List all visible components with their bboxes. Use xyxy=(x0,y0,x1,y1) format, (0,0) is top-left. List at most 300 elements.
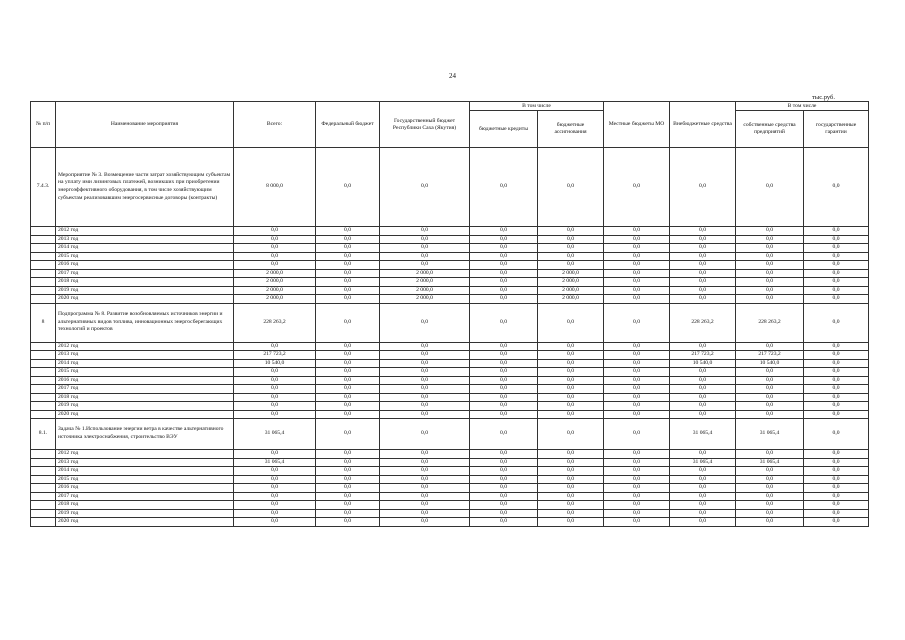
value-cell: 0,0 xyxy=(234,509,316,518)
value-cell: 0,0 xyxy=(804,278,869,287)
value-cell: 0,0 xyxy=(380,501,470,510)
value-cell: 0,0 xyxy=(538,342,604,351)
value-cell: 0,0 xyxy=(316,410,380,419)
col-header-name: Наименование мероприятия xyxy=(56,102,234,148)
value-cell: 0,0 xyxy=(670,244,736,253)
col-header-num: № п/п xyxy=(31,102,56,148)
value-cell: 0,0 xyxy=(736,410,804,419)
col-header-guarantees: государственные гарантии xyxy=(804,111,869,148)
value-cell: 0,0 xyxy=(670,252,736,261)
value-cell: 0,0 xyxy=(380,359,470,368)
value-cell: 0,0 xyxy=(470,475,538,484)
row-num-cell xyxy=(31,509,56,518)
row-num-cell xyxy=(31,458,56,467)
value-cell: 0,0 xyxy=(380,252,470,261)
value-cell: 0,0 xyxy=(804,484,869,493)
value-cell: 0,0 xyxy=(470,252,538,261)
value-cell: 0,0 xyxy=(380,402,470,411)
row-num-cell xyxy=(31,385,56,394)
value-cell: 0,0 xyxy=(604,509,670,518)
value-cell: 0,0 xyxy=(316,458,380,467)
section-num: 7.4.3. xyxy=(31,148,56,227)
page-number: 24 xyxy=(449,72,456,80)
value-cell: 0,0 xyxy=(316,342,380,351)
value-cell: 0,0 xyxy=(538,402,604,411)
table-row xyxy=(31,492,869,501)
value-cell: 0,0 xyxy=(380,351,470,360)
value-cell: 2 000,0 xyxy=(380,286,470,295)
table-row xyxy=(31,393,869,402)
value-cell: 217 723,2 xyxy=(234,351,316,360)
value-cell: 0,0 xyxy=(538,518,604,527)
value-cell: 0,0 xyxy=(804,509,869,518)
value-cell: 2 000,0 xyxy=(380,295,470,304)
value-cell: 0,0 xyxy=(538,492,604,501)
section-row xyxy=(31,148,869,227)
col-header-federal: Федеральный бюджет xyxy=(316,102,380,148)
value-cell: 0,0 xyxy=(234,501,316,510)
value-cell: 0,0 xyxy=(316,484,380,493)
value-cell: 0,0 xyxy=(470,402,538,411)
value-cell: 0,0 xyxy=(804,351,869,360)
value-cell: 0,0 xyxy=(316,286,380,295)
value-cell: 0,0 xyxy=(736,492,804,501)
value-cell: 0,0 xyxy=(470,261,538,270)
row-year: 2012 год xyxy=(56,450,234,459)
value-cell: 0,0 xyxy=(604,393,670,402)
value-cell: 0,0 xyxy=(538,501,604,510)
row-year: 2017 год xyxy=(56,385,234,394)
value-cell: 217 723,2 xyxy=(736,351,804,360)
table-row xyxy=(31,235,869,244)
value-cell: 0,0 xyxy=(380,484,470,493)
value-cell: 0,0 xyxy=(470,227,538,236)
value-cell: 31 065,4 xyxy=(736,458,804,467)
value-cell: 0,0 xyxy=(470,286,538,295)
section-value-cell: 0,0 xyxy=(804,148,869,227)
table-row xyxy=(31,368,869,377)
value-cell: 0,0 xyxy=(604,235,670,244)
value-cell: 0,0 xyxy=(604,286,670,295)
value-cell: 0,0 xyxy=(804,261,869,270)
row-num-cell xyxy=(31,269,56,278)
table-header xyxy=(31,102,869,148)
row-year: 2014 год xyxy=(56,467,234,476)
row-num-cell xyxy=(31,261,56,270)
section-row xyxy=(31,303,869,342)
row-year: 2016 год xyxy=(56,484,234,493)
value-cell: 0,0 xyxy=(670,501,736,510)
value-cell: 0,0 xyxy=(538,410,604,419)
value-cell: 0,0 xyxy=(234,492,316,501)
funding-table xyxy=(30,101,869,527)
value-cell: 0,0 xyxy=(470,467,538,476)
value-cell: 217 723,2 xyxy=(670,351,736,360)
table-row xyxy=(31,286,869,295)
section-value-cell: 0,0 xyxy=(316,419,380,450)
value-cell: 0,0 xyxy=(316,509,380,518)
row-year: 2013 год xyxy=(56,458,234,467)
row-year: 2018 год xyxy=(56,278,234,287)
section-value-cell: 0,0 xyxy=(736,148,804,227)
value-cell: 0,0 xyxy=(670,286,736,295)
value-cell: 0,0 xyxy=(234,252,316,261)
section-value-cell: 0,0 xyxy=(538,303,604,342)
value-cell: 0,0 xyxy=(380,467,470,476)
row-year: 2016 год xyxy=(56,261,234,270)
value-cell: 0,0 xyxy=(670,450,736,459)
value-cell: 0,0 xyxy=(380,385,470,394)
value-cell: 2 000,0 xyxy=(538,269,604,278)
table-row xyxy=(31,458,869,467)
value-cell: 0,0 xyxy=(538,351,604,360)
value-cell: 0,0 xyxy=(604,467,670,476)
value-cell: 0,0 xyxy=(670,278,736,287)
value-cell: 0,0 xyxy=(470,393,538,402)
value-cell: 0,0 xyxy=(670,467,736,476)
row-year: 2020 год xyxy=(56,518,234,527)
value-cell: 0,0 xyxy=(234,467,316,476)
value-cell: 0,0 xyxy=(670,269,736,278)
value-cell: 0,0 xyxy=(470,295,538,304)
value-cell: 0,0 xyxy=(234,402,316,411)
section-value-cell: 0,0 xyxy=(604,419,670,450)
table-row xyxy=(31,475,869,484)
value-cell: 0,0 xyxy=(736,450,804,459)
value-cell: 0,0 xyxy=(538,385,604,394)
value-cell: 0,0 xyxy=(470,492,538,501)
value-cell: 0,0 xyxy=(538,484,604,493)
value-cell: 0,0 xyxy=(736,376,804,385)
value-cell: 0,0 xyxy=(804,475,869,484)
value-cell: 0,0 xyxy=(736,467,804,476)
section-value-cell: 0,0 xyxy=(316,303,380,342)
value-cell: 0,0 xyxy=(380,342,470,351)
value-cell: 0,0 xyxy=(538,368,604,377)
value-cell: 0,0 xyxy=(470,501,538,510)
section-value-cell: 0,0 xyxy=(604,148,670,227)
section-value-cell: 0,0 xyxy=(380,303,470,342)
row-num-cell xyxy=(31,351,56,360)
section-value-cell: 228 263,2 xyxy=(670,303,736,342)
row-year: 2020 год xyxy=(56,410,234,419)
value-cell: 0,0 xyxy=(804,458,869,467)
value-cell: 2 000,0 xyxy=(538,278,604,287)
value-cell: 0,0 xyxy=(804,227,869,236)
value-cell: 2 000,0 xyxy=(538,286,604,295)
value-cell: 0,0 xyxy=(538,475,604,484)
value-cell: 0,0 xyxy=(604,492,670,501)
value-cell: 0,0 xyxy=(316,393,380,402)
row-num-cell xyxy=(31,492,56,501)
value-cell: 0,0 xyxy=(470,351,538,360)
value-cell: 0,0 xyxy=(234,393,316,402)
table-row xyxy=(31,518,869,527)
value-cell: 0,0 xyxy=(380,227,470,236)
col-header-credits: бюджетные кредиты xyxy=(470,111,538,148)
value-cell: 0,0 xyxy=(316,475,380,484)
row-num-cell xyxy=(31,235,56,244)
value-cell: 0,0 xyxy=(604,385,670,394)
value-cell: 0,0 xyxy=(604,269,670,278)
row-year: 2017 год xyxy=(56,492,234,501)
table-row xyxy=(31,295,869,304)
value-cell: 0,0 xyxy=(670,484,736,493)
value-cell: 0,0 xyxy=(470,235,538,244)
value-cell: 0,0 xyxy=(538,235,604,244)
value-cell: 0,0 xyxy=(234,385,316,394)
value-cell: 0,0 xyxy=(316,492,380,501)
value-cell: 0,0 xyxy=(670,518,736,527)
value-cell: 0,0 xyxy=(234,518,316,527)
section-value-cell: 0,0 xyxy=(538,148,604,227)
col-header-incl-2: В том числе xyxy=(736,102,869,111)
value-cell: 0,0 xyxy=(670,235,736,244)
col-header-own: собственные средства предприятий xyxy=(736,111,804,148)
table-body xyxy=(31,148,869,527)
value-cell: 0,0 xyxy=(316,450,380,459)
value-cell: 0,0 xyxy=(316,518,380,527)
row-year: 2015 год xyxy=(56,252,234,261)
value-cell: 0,0 xyxy=(804,393,869,402)
value-cell: 0,0 xyxy=(804,295,869,304)
section-value-cell: 0,0 xyxy=(380,148,470,227)
row-year: 2020 год xyxy=(56,295,234,304)
value-cell: 0,0 xyxy=(604,359,670,368)
value-cell: 0,0 xyxy=(670,227,736,236)
value-cell: 0,0 xyxy=(804,235,869,244)
value-cell: 0,0 xyxy=(604,351,670,360)
value-cell: 31 065,4 xyxy=(670,458,736,467)
value-cell: 0,0 xyxy=(316,269,380,278)
table-row xyxy=(31,252,869,261)
value-cell: 0,0 xyxy=(670,295,736,304)
value-cell: 0,0 xyxy=(470,484,538,493)
value-cell: 0,0 xyxy=(804,492,869,501)
value-cell: 0,0 xyxy=(234,227,316,236)
value-cell: 2 000,0 xyxy=(380,269,470,278)
value-cell: 0,0 xyxy=(316,278,380,287)
value-cell: 0,0 xyxy=(316,244,380,253)
value-cell: 0,0 xyxy=(604,501,670,510)
row-num-cell xyxy=(31,278,56,287)
value-cell: 0,0 xyxy=(316,501,380,510)
row-year: 2018 год xyxy=(56,501,234,510)
row-num-cell xyxy=(31,359,56,368)
row-num-cell xyxy=(31,518,56,527)
value-cell: 0,0 xyxy=(470,450,538,459)
row-num-cell xyxy=(31,475,56,484)
value-cell: 0,0 xyxy=(804,342,869,351)
value-cell: 0,0 xyxy=(670,393,736,402)
value-cell: 0,0 xyxy=(316,351,380,360)
row-num-cell xyxy=(31,342,56,351)
row-year: 2019 год xyxy=(56,509,234,518)
row-year: 2019 год xyxy=(56,402,234,411)
value-cell: 0,0 xyxy=(316,376,380,385)
col-header-incl-1: В том числе xyxy=(470,102,604,111)
value-cell: 0,0 xyxy=(736,295,804,304)
value-cell: 0,0 xyxy=(670,509,736,518)
value-cell: 0,0 xyxy=(470,359,538,368)
value-cell: 0,0 xyxy=(470,410,538,419)
value-cell: 0,0 xyxy=(804,286,869,295)
table-row xyxy=(31,244,869,253)
value-cell: 0,0 xyxy=(604,484,670,493)
table-row xyxy=(31,269,869,278)
value-cell: 0,0 xyxy=(538,252,604,261)
value-cell: 0,0 xyxy=(604,244,670,253)
value-cell: 0,0 xyxy=(538,227,604,236)
value-cell: 0,0 xyxy=(736,269,804,278)
row-year: 2012 год xyxy=(56,342,234,351)
value-cell: 0,0 xyxy=(234,368,316,377)
value-cell: 0,0 xyxy=(380,509,470,518)
section-value-cell: 0,0 xyxy=(316,148,380,227)
row-num-cell xyxy=(31,484,56,493)
row-num-cell xyxy=(31,227,56,236)
row-num-cell xyxy=(31,501,56,510)
value-cell: 0,0 xyxy=(670,410,736,419)
value-cell: 0,0 xyxy=(538,393,604,402)
value-cell: 0,0 xyxy=(380,244,470,253)
value-cell: 0,0 xyxy=(736,475,804,484)
value-cell: 2 000,0 xyxy=(234,286,316,295)
value-cell: 0,0 xyxy=(538,509,604,518)
section-value-cell: 0,0 xyxy=(670,148,736,227)
row-num-cell xyxy=(31,295,56,304)
section-title: Задача № 1.Использование энергии ветра в качестве альтернативного источника электроснабжения, строительство ВЭУ xyxy=(56,419,234,450)
value-cell: 0,0 xyxy=(380,261,470,270)
value-cell: 0,0 xyxy=(316,261,380,270)
value-cell: 2 000,0 xyxy=(234,295,316,304)
section-value-cell: 228 263,2 xyxy=(736,303,804,342)
value-cell: 0,0 xyxy=(470,458,538,467)
value-cell: 0,0 xyxy=(604,376,670,385)
table-row xyxy=(31,501,869,510)
value-cell: 0,0 xyxy=(736,484,804,493)
value-cell: 10 540,0 xyxy=(670,359,736,368)
section-row xyxy=(31,419,869,450)
row-year: 2018 год xyxy=(56,393,234,402)
section-num: 8.1. xyxy=(31,419,56,450)
value-cell: 0,0 xyxy=(670,402,736,411)
value-cell: 0,0 xyxy=(234,244,316,253)
table-row xyxy=(31,227,869,236)
value-cell: 31 065,4 xyxy=(234,458,316,467)
value-cell: 0,0 xyxy=(604,450,670,459)
value-cell: 0,0 xyxy=(316,295,380,304)
value-cell: 0,0 xyxy=(736,286,804,295)
section-value-cell: 0,0 xyxy=(804,419,869,450)
value-cell: 0,0 xyxy=(316,359,380,368)
value-cell: 0,0 xyxy=(316,227,380,236)
value-cell: 0,0 xyxy=(736,402,804,411)
value-cell: 0,0 xyxy=(670,475,736,484)
section-value-cell: 0,0 xyxy=(380,419,470,450)
value-cell: 0,0 xyxy=(316,467,380,476)
value-cell: 0,0 xyxy=(736,501,804,510)
col-header-state: Государственный бюджет Республики Саха (Якутия) xyxy=(380,102,470,148)
value-cell: 0,0 xyxy=(380,376,470,385)
value-cell: 0,0 xyxy=(234,235,316,244)
value-cell: 0,0 xyxy=(380,475,470,484)
value-cell: 0,0 xyxy=(604,342,670,351)
value-cell: 0,0 xyxy=(736,252,804,261)
value-cell: 0,0 xyxy=(670,492,736,501)
value-cell: 0,0 xyxy=(316,368,380,377)
value-cell: 0,0 xyxy=(804,359,869,368)
row-num-cell xyxy=(31,368,56,377)
value-cell: 0,0 xyxy=(470,368,538,377)
value-cell: 0,0 xyxy=(736,235,804,244)
section-value-cell: 31 065,4 xyxy=(736,419,804,450)
table-row xyxy=(31,342,869,351)
value-cell: 0,0 xyxy=(736,385,804,394)
value-cell: 0,0 xyxy=(736,278,804,287)
row-year: 2019 год xyxy=(56,286,234,295)
table-row xyxy=(31,402,869,411)
value-cell: 0,0 xyxy=(604,261,670,270)
value-cell: 0,0 xyxy=(736,261,804,270)
value-cell: 0,0 xyxy=(670,368,736,377)
value-cell: 0,0 xyxy=(316,252,380,261)
value-cell: 0,0 xyxy=(604,278,670,287)
value-cell: 0,0 xyxy=(538,458,604,467)
row-num-cell xyxy=(31,410,56,419)
value-cell: 0,0 xyxy=(538,359,604,368)
value-cell: 0,0 xyxy=(670,385,736,394)
value-cell: 2 000,0 xyxy=(380,278,470,287)
section-value-cell: 228 263,2 xyxy=(234,303,316,342)
value-cell: 0,0 xyxy=(538,376,604,385)
table-row xyxy=(31,509,869,518)
value-cell: 0,0 xyxy=(234,410,316,419)
table-row xyxy=(31,261,869,270)
row-num-cell xyxy=(31,402,56,411)
value-cell: 0,0 xyxy=(736,227,804,236)
value-cell: 0,0 xyxy=(234,475,316,484)
row-year: 2016 год xyxy=(56,376,234,385)
value-cell: 0,0 xyxy=(316,402,380,411)
value-cell: 0,0 xyxy=(804,269,869,278)
value-cell: 10 540,0 xyxy=(234,359,316,368)
col-header-local: Местные бюджеты МО xyxy=(604,102,670,148)
value-cell: 0,0 xyxy=(380,410,470,419)
row-year: 2017 год xyxy=(56,269,234,278)
table-row xyxy=(31,467,869,476)
value-cell: 0,0 xyxy=(234,261,316,270)
value-cell: 0,0 xyxy=(604,368,670,377)
section-value-cell: 0,0 xyxy=(470,148,538,227)
row-year: 2013 год xyxy=(56,235,234,244)
value-cell: 0,0 xyxy=(670,342,736,351)
row-year: 2012 год xyxy=(56,227,234,236)
row-num-cell xyxy=(31,286,56,295)
value-cell: 0,0 xyxy=(736,244,804,253)
table-row xyxy=(31,351,869,360)
value-cell: 0,0 xyxy=(804,467,869,476)
value-cell: 0,0 xyxy=(316,235,380,244)
value-cell: 0,0 xyxy=(470,518,538,527)
col-header-extrabudget: Внебюджетные средства xyxy=(670,102,736,148)
value-cell: 0,0 xyxy=(538,467,604,476)
section-value-cell: 0,0 xyxy=(470,419,538,450)
value-cell: 0,0 xyxy=(736,509,804,518)
value-cell: 0,0 xyxy=(604,402,670,411)
value-cell: 0,0 xyxy=(804,385,869,394)
section-value-cell: 0,0 xyxy=(604,303,670,342)
